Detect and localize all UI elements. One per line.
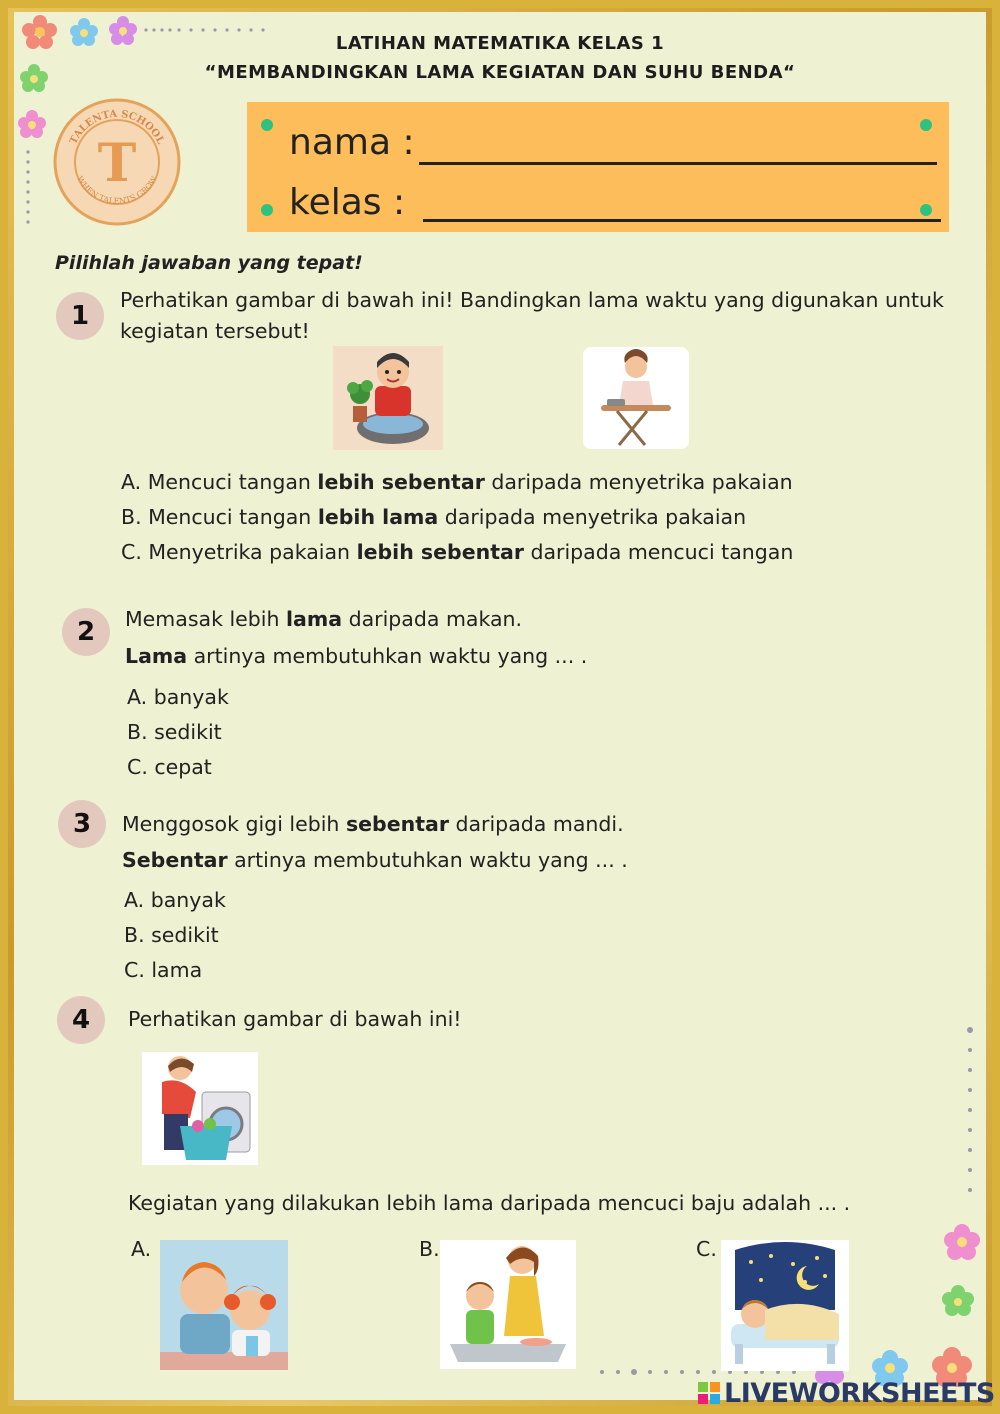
question-number-1: 1: [56, 292, 104, 340]
q2-bold-text: Lama: [125, 644, 188, 668]
ironing-clothes-image: [583, 347, 689, 449]
option-text: daripada mencuci tangan: [523, 540, 794, 564]
q3-text: artinya membutuhkan waktu yang ... .: [227, 848, 628, 872]
q3-text: Menggosok gigi lebih: [122, 812, 346, 836]
option-text: A. Mencuci tangan: [121, 470, 318, 494]
sleeping-child-image[interactable]: [721, 1240, 849, 1371]
option-text: C. Menyetrika pakaian: [121, 540, 357, 564]
q3-bold-text: Sebentar: [122, 848, 228, 872]
q1-option-c[interactable]: [121, 540, 793, 564]
q3-text-line2: [122, 848, 628, 872]
q2-text: Memasak lebih: [125, 607, 286, 631]
logo-text-top: TALENTA SCHOOL: [68, 108, 166, 147]
q1-text-line1: Perhatikan gambar di bawah ini! Bandingkan lama waktu yang digunakan untuk: [120, 288, 944, 312]
q2-text-line2: [125, 644, 587, 668]
q2-text: artinya membutuhkan waktu yang ... .: [187, 644, 588, 668]
q4-option-c-label[interactable]: C.: [696, 1237, 717, 1261]
q3-text-line1: [122, 812, 624, 836]
name-input-line[interactable]: [419, 162, 937, 165]
option-bold-text: lebih lama: [317, 505, 439, 529]
class-label: kelas :: [289, 182, 406, 223]
q1-option-b[interactable]: [121, 505, 746, 529]
name-label: nama :: [289, 122, 415, 163]
washing-dishes-image[interactable]: [440, 1240, 576, 1369]
q4-option-b-label[interactable]: B.: [419, 1237, 440, 1261]
q3-option-b[interactable]: B. sedikit: [124, 923, 219, 947]
q3-bold-text: sebentar: [345, 812, 449, 836]
logo-monogram: T: [97, 133, 137, 194]
student-identity-box: [247, 102, 949, 232]
q3-text: daripada mandi.: [448, 812, 624, 836]
watermark: LIVEWORKSHEETS: [724, 1378, 995, 1409]
option-bold-text: lebih sebentar: [356, 540, 524, 564]
q3-option-a[interactable]: A. banyak: [124, 888, 226, 912]
q2-text-line1: [125, 607, 522, 631]
washing-clothes-image: [142, 1052, 258, 1165]
q4-text: Perhatikan gambar di bawah ini!: [128, 1007, 462, 1031]
q2-option-b[interactable]: B. sedikit: [127, 720, 222, 744]
question-number-4: 4: [57, 996, 105, 1044]
instruction: Pilihlah jawaban yang tepat!: [55, 252, 363, 274]
q2-option-a[interactable]: A. banyak: [127, 685, 229, 709]
q4-question: Kegiatan yang dilakukan lebih lama daripada mencuci baju adalah ... .: [128, 1191, 851, 1215]
dot-icon: [920, 204, 932, 216]
worksheet-title: LATIHAN MATEMATIKA KELAS 1: [335, 33, 665, 54]
question-number-3: 3: [58, 800, 106, 848]
liveworksheets-logo-icon: [698, 1382, 720, 1404]
q2-text: daripada makan.: [342, 607, 523, 631]
brushing-teeth-image[interactable]: [160, 1240, 288, 1370]
q3-option-c[interactable]: C. lama: [124, 958, 203, 982]
option-bold-text: lebih sebentar: [317, 470, 485, 494]
option-text: daripada menyetrika pakaian: [438, 505, 747, 529]
dot-icon: [261, 119, 273, 131]
washing-hands-image: [333, 346, 443, 450]
school-logo: [52, 97, 182, 227]
dot-icon: [920, 119, 932, 131]
q4-option-a-label[interactable]: A.: [131, 1237, 152, 1261]
q1-option-a[interactable]: [121, 470, 793, 494]
logo-text-bottom: WHEN TALENTS GROW: [75, 174, 159, 206]
q1-text-line2: kegiatan tersebut!: [120, 319, 310, 343]
option-text: daripada menyetrika pakaian: [484, 470, 793, 494]
q2-option-c[interactable]: C. cepat: [127, 755, 212, 779]
class-input-line[interactable]: [423, 219, 941, 222]
option-text: B. Mencuci tangan: [121, 505, 318, 529]
q2-bold-text: lama: [286, 607, 343, 631]
dot-icon: [261, 204, 273, 216]
question-number-2: 2: [62, 608, 110, 656]
worksheet-subtitle: “MEMBANDINGKAN LAMA KEGIATAN DAN SUHU BENDA“: [204, 62, 796, 83]
